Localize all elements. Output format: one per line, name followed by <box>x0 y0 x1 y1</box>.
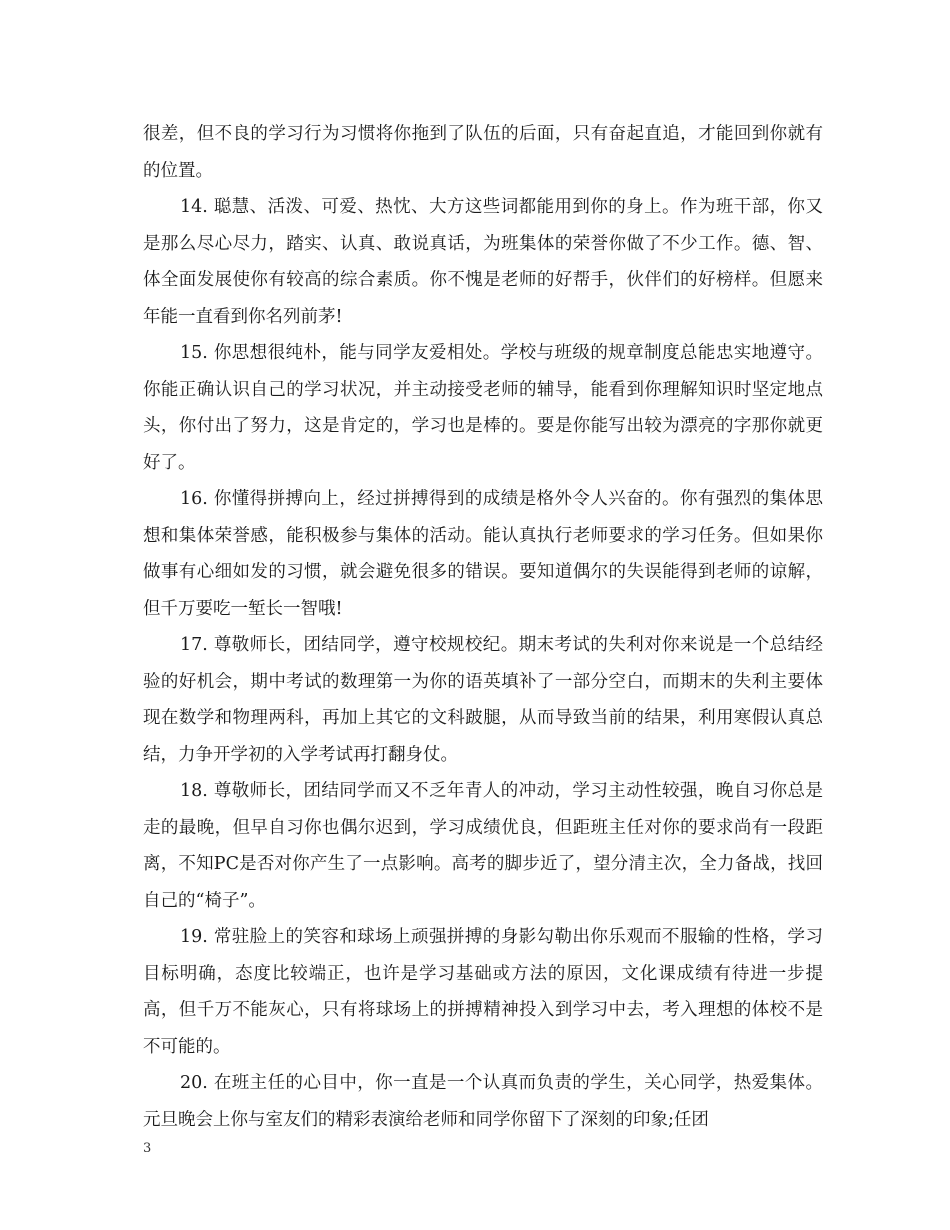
paragraph-16: 16. 你懂得拼搏向上，经过拼搏得到的成绩是格外令人兴奋的。你有强烈的集体思想和集体荣誉感，能积极参与集体的活动。能认真执行老师要求的学习任务。但如果你做事有心细如发的习惯，就会避免很多的错误。要知道偶尔的失误能得到老师的谅解，但千万要吃一堑长一智哦! <box>143 489 823 619</box>
paragraph-18: 18. 尊敬师长，团结同学而又不乏年青人的冲动，学习主动性较强，晚自习你总是走的最晚，但早自习你也偶尔迟到，学习成绩优良，但距班主任对你的要求尚有一段距离，不知PC是否对你产生了一点影响。高考的脚步近了，望分清主次，全力备战，找回自己的“椅子”。 <box>143 781 823 911</box>
paragraph-15: 15. 你思想很纯朴，能与同学友爱相处。学校与班级的规章制度总能忠实地遵守。你能正确认识自己的学习状况，并主动接受老师的辅导，能看到你理解知识时坚定地点头，你付出了努力，这是肯定的，学习也是棒的。要是你能写出较为漂亮的字那你就更好了。 <box>143 343 823 473</box>
document-body <box>143 116 823 1138</box>
paragraph-continuation: 很差，但不良的学习行为习惯将你拖到了队伍的后面，只有奋起直追，才能回到你就有的位置。 <box>143 124 823 181</box>
paragraph-17: 17. 尊敬师长，团结同学，遵守校规校纪。期末考试的失利对你来说是一个总结经验的好机会，期中考试的数理第一为你的语英填补了一部分空白，而期末的失利主要体现在数学和物理两科，再加上其它的文科跛腿，从而导致当前的结果，利用寒假认真总结，力争开学初的入学考试再打翻身仗。 <box>143 635 823 765</box>
paragraph-20: 20. 在班主任的心目中，你一直是一个认真而负责的学生，关心同学，热爱集体。元旦晚会上你与室友们的精彩表演给老师和同学你留下了深刻的印象;任团 <box>143 1073 823 1130</box>
paragraph-19: 19. 常驻脸上的笑容和球场上顽强拼搏的身影勾勒出你乐观而不服输的性格，学习目标明确，态度比较端正，也许是学习基础或方法的原因，文化课成绩有待进一步提高，但千万不能灰心，只有将球场上的拼搏精神投入到学习中去，考入理想的体校不是不可能的。 <box>143 927 823 1057</box>
page-number: 3 <box>143 1141 152 1156</box>
paragraph-14: 14. 聪慧、活泼、可爱、热忱、大方这些词都能用到你的身上。作为班干部，你又是那么尽心尽力，踏实、认真、敢说真话，为班集体的荣誉你做了不少工作。德、智、体全面发展使你有较高的综合素质。你不愧是老师的好帮手，伙伴们的好榜样。但愿来年能一直看到你名列前茅! <box>143 197 823 327</box>
